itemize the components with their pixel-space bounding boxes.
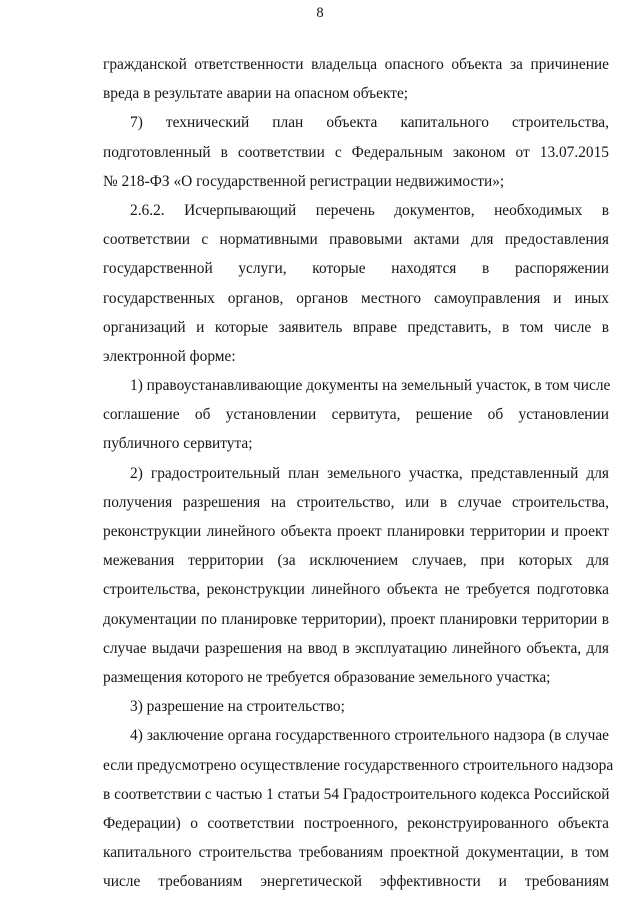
text-line: подготовленный в соответствии с Федеральным законом от 13.07.2015 — [103, 143, 609, 161]
text-line: соответствии с нормативными правовыми актами для предоставления — [103, 231, 609, 249]
text-line: строительства, реконструкции линейного объекта не требуется подготовка — [103, 581, 609, 599]
text-line: электронной форме: — [103, 347, 236, 365]
text-line: 3) разрешение на строительство; — [130, 698, 345, 716]
text-line: государственной услуги, которые находятся в распоряжении — [103, 260, 609, 278]
document-body — [103, 50, 614, 896]
page-number: 8 — [316, 5, 324, 21]
text-line: 1) правоустанавливающие документы на земельный участок, в том числе — [130, 377, 611, 395]
text-line: № 218-ФЗ «О государственной регистрации недвижимости»; — [103, 172, 505, 190]
text-line: если предусмотрено осуществление государственного строительного надзора — [103, 756, 614, 774]
text-line: размещения которого не требуется образование земельного участка; — [103, 668, 551, 686]
text-line: Федерации) о соответствии построенного, реконструированного объекта — [103, 814, 609, 832]
text-line: государственных органов, органов местного самоуправления и иных — [103, 289, 609, 307]
text-line: организаций и которые заявитель вправе представить, в том числе в — [103, 318, 609, 336]
text-line: гражданской ответственности владельца опасного объекта за причинение — [103, 56, 609, 73]
text-line: в соответствии с частью 1 статьи 54 Градостроительного кодекса Российской — [103, 785, 610, 803]
text-line: 2.6.2. Исчерпывающий перечень документов, необходимых в — [130, 201, 609, 219]
text-line: межевания территории (за исключением случаев, при которых для — [103, 552, 609, 570]
text-line: реконструкции линейного объекта проект планировки территории и проект — [103, 523, 609, 540]
text-line: 7) технический план объекта капитального строительства, — [130, 114, 609, 132]
text-line: получения разрешения на строительство, или в случае строительства, — [103, 493, 609, 511]
text-line: 4) заключение органа государственного строительного надзора (в случае — [130, 727, 609, 745]
text-line: случае выдачи разрешения на ввод в эксплуатацию линейного объекта, для — [103, 639, 609, 657]
text-line: соглашение об установлении сервитута, решение об установлении — [103, 406, 609, 424]
text-line: документации по планировке территории), проект планировки территории в — [103, 610, 609, 628]
text-line: публичного сервитута; — [103, 435, 253, 453]
text-line: капитального строительства требованиям проектной документации, в том — [103, 844, 609, 862]
text-line: числе требованиям энергетической эффективности и требованиям — [103, 873, 609, 891]
text-line: 2) градостроительный план земельного участка, представленный для — [130, 464, 609, 482]
text-line: вреда в результате аварии на опасном объекте; — [103, 85, 409, 103]
